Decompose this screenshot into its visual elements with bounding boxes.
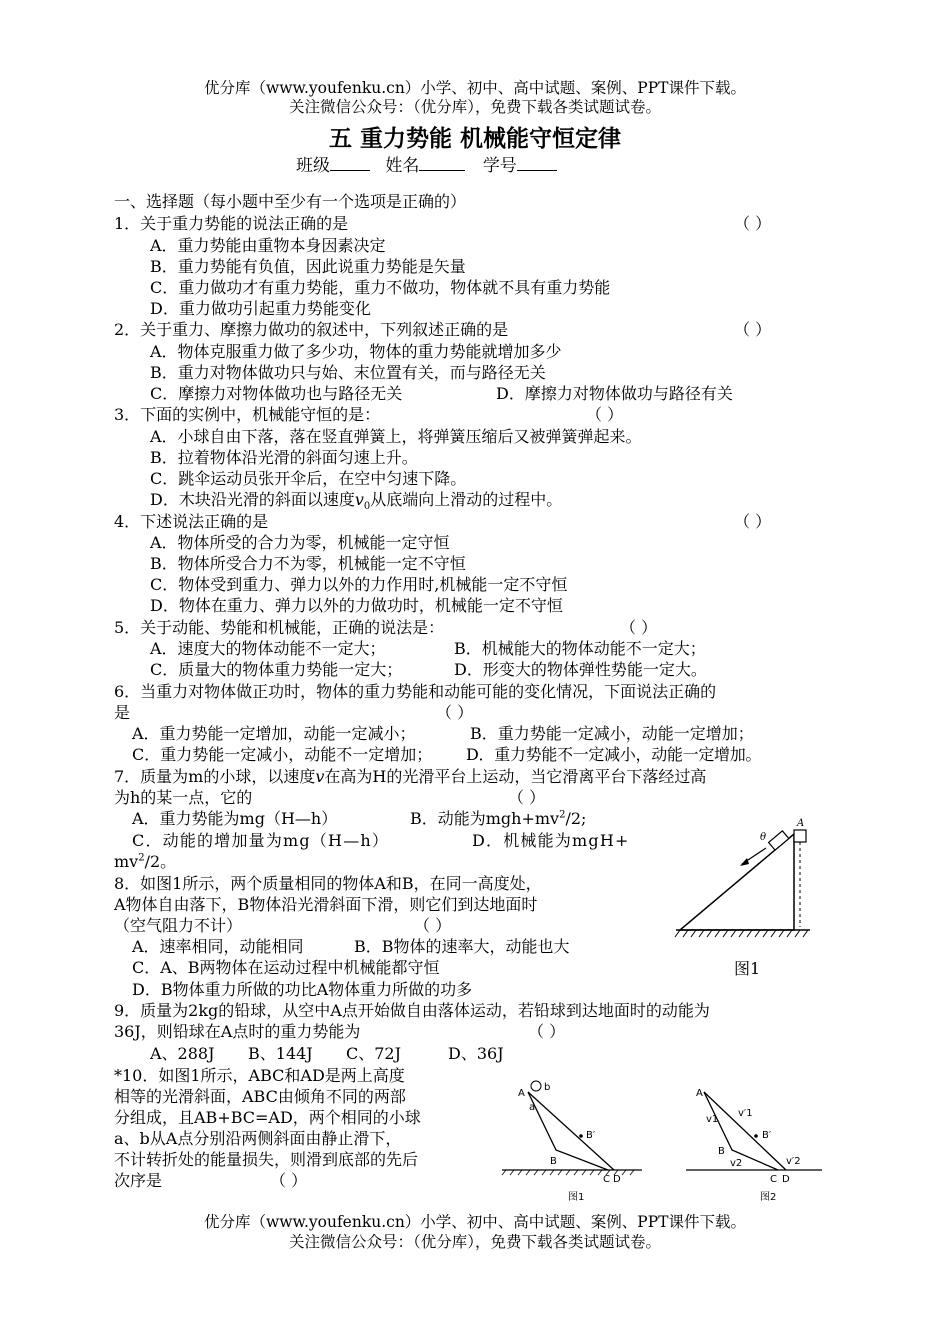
q8-option-c: C．A、B两物体在运动过程中机械能都守恒 — [132, 958, 440, 977]
q5-answer-bracket[interactable]: （ ） — [620, 618, 658, 637]
q7-b-pre: B．动能为mgh+mv — [410, 809, 560, 828]
q7-stem-pre: 7．质量为m的小球，以速度 — [114, 767, 316, 786]
class-label: 班级 — [296, 156, 330, 176]
q7-answer-bracket[interactable]: （ ） — [508, 788, 546, 807]
q10-figure-2 — [682, 1076, 828, 1204]
name-blank[interactable] — [419, 156, 465, 171]
q8-answer-bracket[interactable]: （ ） — [414, 916, 452, 935]
q4-option-d: D．物体在重力、弹力以外的力做功时，机械能一定不守恒 — [150, 596, 563, 615]
fig2-label-a: A — [696, 1088, 703, 1099]
q7-d2-pre: mv — [114, 852, 139, 871]
q3-option-b: B．拉着物体沿光滑的斜面匀速上升。 — [150, 448, 418, 467]
q2-option-c: C．摩擦力对物体做功也与路径无关 — [150, 384, 403, 403]
q7-stem-cont: 为h的某一点，它的 — [114, 788, 253, 807]
q4-option-a: A．物体所受的合力为零，机械能一定守恒 — [150, 533, 450, 552]
header-line-2: 关注微信公众号：（优分库），免费下载各类试题试卷。 — [288, 98, 661, 116]
q7-stem-post: 在高为H的光滑平台上运动，当它滑离平台下落经过高 — [324, 767, 707, 786]
section-heading: 一、选择题（每小题中至少有一个选项是正确的） — [114, 192, 467, 211]
fig2-label-v2prime: v′2 — [786, 1156, 801, 1167]
footer-line-1: 优分库（www.youfenku.cn）小学、初中、高中试题、案例、PPT课件下载。 — [203, 1213, 747, 1231]
q7-b-sup: 2 — [559, 809, 566, 821]
q2-option-d: D．摩擦力对物体做功与路径有关 — [496, 384, 733, 403]
fig1-ball — [531, 1081, 541, 1091]
fig2-label-b: B — [718, 1146, 725, 1157]
fig2-point-bprime — [754, 1134, 758, 1138]
q9-stem-cont: 36J，则铅球在A点时的重力势能为 — [114, 1022, 361, 1041]
fig1-label-b: B — [550, 1156, 557, 1167]
number-blank[interactable] — [517, 156, 557, 171]
fig2-caption: 图2 — [760, 1192, 777, 1203]
page-title: 五 重力势能 机械能守恒定律 — [328, 125, 621, 152]
q3-d-text-post: 从底端向上滑动的过程中。 — [370, 490, 563, 509]
fig2-label-v2: v2 — [730, 1158, 743, 1169]
fig1-label-d: D — [613, 1174, 621, 1185]
fig2-path-ad — [704, 1092, 786, 1170]
q5-option-b: B．机械能大的物体动能不一定大； — [454, 639, 706, 658]
q3-d-var: v — [354, 490, 364, 509]
q6-answer-bracket[interactable]: （ ） — [436, 703, 474, 722]
figure-1-caption: 图1 — [734, 959, 761, 978]
number-label: 学号 — [482, 156, 517, 176]
q10-line-4: a、b从A点分别沿两侧斜面由静止滑下， — [114, 1129, 402, 1148]
q5-option-d: D．形变大的物体弹性势能一定大。 — [454, 660, 707, 679]
incline-figure — [670, 812, 820, 942]
q10-line-5: 不计转折处的能量损失，则滑到底部的先后 — [114, 1150, 419, 1169]
fig1-path-ad — [528, 1092, 614, 1170]
q1-stem: 1．关于重力势能的说法正确的是 — [114, 214, 349, 233]
fig2-label-c: C — [770, 1174, 777, 1185]
q3-option-c: C．跳伞运动员张开伞后，在空中匀速下降。 — [150, 469, 467, 488]
footer-line-2: 关注微信公众号：（优分库），免费下载各类试题试卷。 — [288, 1233, 661, 1251]
q1-option-c: C．重力做功才有重力势能，重力不做功，物体就不具有重力势能 — [150, 278, 611, 297]
class-blank[interactable] — [330, 156, 370, 171]
q6-option-a: A．重力势能一定增加，动能一定减小； — [132, 724, 416, 743]
q2-answer-bracket[interactable]: （ ） — [734, 320, 772, 339]
q3-answer-bracket[interactable]: （ ） — [586, 405, 624, 424]
slope-arrowhead — [740, 858, 749, 866]
q6-option-d: D．重力势能不一定减小，动能一定增加。 — [466, 745, 762, 764]
q6-option-c: C．重力势能一定减小，动能不一定增加； — [132, 745, 433, 764]
q5-option-a: A．速度大的物体动能不一定大； — [150, 639, 386, 658]
q9-option-c: C、72J — [346, 1044, 402, 1063]
q2-option-a: A．物体克服重力做了多少功，物体的重力势能就增加多少 — [150, 342, 562, 361]
q10-line-6: 次序是 — [114, 1171, 163, 1190]
q8-stem: 8．如图1所示，两个质量相同的物体A和B，在同一高度处， — [114, 874, 542, 893]
q7-stem — [114, 767, 706, 787]
q7-option-d: D．机械能为mgH+ — [472, 831, 630, 850]
fig2-label-v1: v1 — [706, 1114, 719, 1125]
q7-option-a: A．重力势能为mg（H—h） — [132, 809, 338, 828]
q10-figure-1 — [496, 1076, 646, 1204]
fig1-label-ball-b: b — [544, 1082, 551, 1093]
q4-stem: 4．下述说法正确的是 — [114, 512, 269, 531]
fig1-caption: 图1 — [568, 1192, 585, 1203]
q7-b-post: /2; — [565, 809, 587, 828]
q7-option-b — [410, 809, 586, 829]
q8-option-a: A．速率相同，动能相同 — [132, 937, 304, 956]
q1-option-b: B．重力势能有负值，因此说重力势能是矢量 — [150, 257, 466, 276]
q9-option-d: D、36J — [448, 1044, 504, 1063]
q7-d2-post: /2。 — [144, 852, 177, 871]
q6-stem: 6．当重力对物体做正功时，物体的重力势能和动能可能的变化情况，下面说法正确的 — [114, 682, 717, 701]
q10-answer-bracket[interactable]: （ ） — [270, 1171, 308, 1190]
block-b — [769, 831, 789, 850]
q5-option-c: C．质量大的物体重力势能一定大； — [150, 660, 403, 679]
q1-option-a: A．重力势能由重物本身因素决定 — [150, 236, 386, 255]
q3-stem: 3．下面的实例中，机械能守恒的是： — [114, 405, 381, 424]
q1-answer-bracket[interactable]: （ ） — [734, 214, 772, 233]
fig2-label-bprime: B′ — [762, 1130, 772, 1141]
q5-stem: 5．关于动能、势能和机械能，正确的说法是： — [114, 618, 445, 637]
q7-option-c: C．动能的增加量为mg（H—h） — [132, 831, 390, 850]
q4-option-b: B．物体所受合力不为零，机械能一定不守恒 — [150, 554, 466, 573]
q7-option-d-cont — [114, 852, 176, 872]
q6-option-b: B．重力势能一定减小，动能一定增加； — [470, 724, 754, 743]
student-info — [296, 156, 557, 176]
q3-option-d — [150, 490, 563, 513]
fig1-label-bprime: B′ — [586, 1130, 596, 1141]
q9-stem: 9．质量为2kg的铅球，从空中A点开始做自由落体运动，若铅球到达地面时的动能为 — [114, 1001, 710, 1020]
q2-option-b: B．重力对物体做功只与始、末位置有关，而与路径无关 — [150, 363, 546, 382]
q3-d-text: D．木块沿光滑的斜面以速度 — [150, 490, 355, 509]
q6-stem-cont: 是 — [114, 703, 131, 722]
q10-line-3: 分组成，且AB+BC=AD，两个相同的小球 — [114, 1108, 421, 1127]
q10-line-2: 相等的光滑斜面，ABC由倾角不同的两部 — [114, 1087, 406, 1106]
fig1-point-bprime — [579, 1134, 583, 1138]
q2-stem: 2．关于重力、摩擦力做功的叙述中，下列叙述正确的是 — [114, 320, 509, 339]
q7-stem-var: v — [315, 767, 325, 786]
figure-label-theta: θ — [760, 832, 767, 843]
name-label: 姓名 — [385, 156, 420, 176]
fig2-label-v1prime: v′1 — [738, 1108, 753, 1119]
q8-stem-cont-2: （空气阻力不计） — [114, 916, 243, 935]
fig1-label-ball-a: a — [529, 1102, 536, 1113]
figure-label-a: A — [797, 818, 805, 829]
q9-answer-bracket[interactable]: （ ） — [528, 1022, 566, 1041]
q1-option-d: D．重力做功引起重力势能变化 — [150, 299, 371, 318]
q3-d-sub: 0 — [363, 501, 371, 513]
fig1-label-a-point: A — [518, 1088, 525, 1099]
q4-answer-bracket[interactable]: （ ） — [734, 512, 772, 531]
fig1-label-c: C — [603, 1174, 610, 1185]
q9-option-b: B、144J — [248, 1044, 313, 1063]
q8-option-d: D．B物体重力所做的功比A物体重力所做的功多 — [132, 980, 473, 999]
q4-option-c: C．物体受到重力、弹力以外的力作用时,机械能一定不守恒 — [150, 575, 568, 594]
fig2-label-d: D — [782, 1174, 790, 1185]
q7-d2-sup: 2 — [138, 852, 145, 864]
q3-option-a: A．小球自由下落，落在竖直弹簧上，将弹簧压缩后又被弹簧弹起来。 — [150, 427, 642, 446]
q9-option-a: A、288J — [150, 1044, 215, 1063]
q8-stem-cont-1: A物体自由落下，B物体沿光滑斜面下滑，则它们到达地面时 — [114, 895, 538, 914]
block-a — [794, 830, 806, 842]
q10-line-1: *10．如图1所示，ABC和AD是两上高度 — [114, 1066, 405, 1085]
ground-hatch — [675, 930, 808, 937]
header-line-1: 优分库（www.youfenku.cn）小学、初中、高中试题、案例、PPT课件下载。 — [203, 79, 747, 97]
q8-option-b: B．B物体的速率大，动能也大 — [354, 937, 570, 956]
